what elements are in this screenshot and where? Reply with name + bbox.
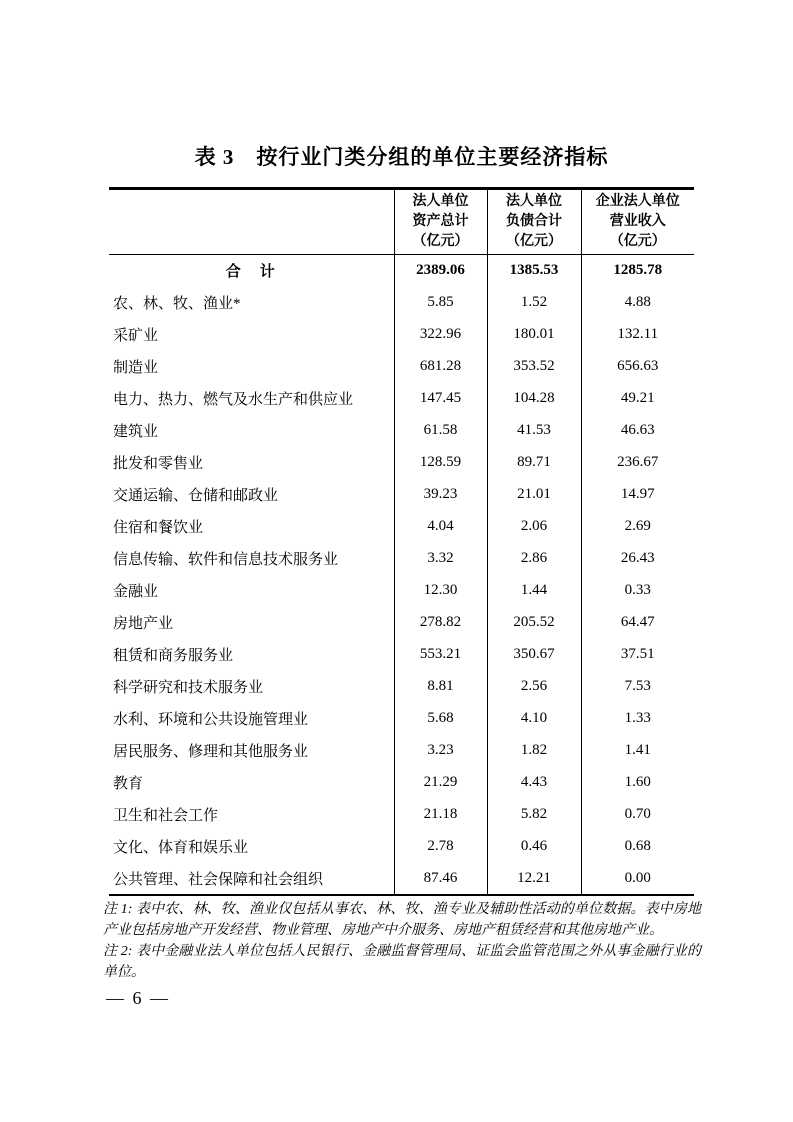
row-label: 电力、热力、燃气及水生产和供应业 <box>113 392 354 408</box>
row-label: 建筑业 <box>113 424 159 440</box>
row-value: 0.68 <box>581 831 694 863</box>
table-row <box>109 447 694 479</box>
row-value: 3.32 <box>394 543 487 575</box>
header-col-liabilities <box>487 189 581 255</box>
row-value: 3.23 <box>394 735 487 767</box>
row-value: 681.28 <box>394 351 487 383</box>
table-row <box>109 575 694 607</box>
table-row <box>109 415 694 447</box>
row-value: 5.82 <box>487 799 581 831</box>
row-value: 8.81 <box>394 671 487 703</box>
header-line: 法人单位 <box>412 194 469 209</box>
table-total-row <box>109 255 694 287</box>
row-value: 2.69 <box>581 511 694 543</box>
table-row <box>109 639 694 671</box>
header-stub-cell <box>109 189 394 255</box>
row-value: 49.21 <box>581 383 694 415</box>
table-row <box>109 287 694 319</box>
row-value: 1385.53 <box>487 255 581 287</box>
table-row <box>109 607 694 639</box>
row-value: 4.04 <box>394 511 487 543</box>
row-value: 26.43 <box>581 543 694 575</box>
row-label: 合 计 <box>225 264 277 281</box>
row-value: 2.56 <box>487 671 581 703</box>
table-header-row <box>109 189 694 255</box>
row-value: 2389.06 <box>394 255 487 287</box>
table-row <box>109 831 694 863</box>
row-value: 2.78 <box>394 831 487 863</box>
row-label: 租赁和商务服务业 <box>113 648 234 664</box>
header-col-assets <box>394 189 487 255</box>
row-value: 553.21 <box>394 639 487 671</box>
row-value: 1.44 <box>487 575 581 607</box>
header-line: 法人单位 <box>506 194 562 209</box>
table-notes <box>103 899 701 983</box>
row-label: 卫生和社会工作 <box>113 808 219 824</box>
row-value: 1.82 <box>487 735 581 767</box>
row-label: 房地产业 <box>113 616 174 632</box>
table-row <box>109 543 694 575</box>
row-value: 7.53 <box>581 671 694 703</box>
table-row <box>109 383 694 415</box>
row-value: 37.51 <box>581 639 694 671</box>
row-value: 1.33 <box>581 703 694 735</box>
row-label: 交通运输、仓储和邮政业 <box>113 488 279 504</box>
header-col-revenue <box>581 189 694 255</box>
header-line: （亿元） <box>506 234 562 249</box>
row-label: 教育 <box>113 776 144 792</box>
row-value: 656.63 <box>581 351 694 383</box>
header-line: 资产总计 <box>412 214 469 229</box>
row-value: 1.60 <box>581 767 694 799</box>
table-row <box>109 319 694 351</box>
row-label: 信息传输、软件和信息技术服务业 <box>113 552 339 568</box>
row-value: 0.70 <box>581 799 694 831</box>
row-value: 89.71 <box>487 447 581 479</box>
row-value: 353.52 <box>487 351 581 383</box>
note-2: 注 2: 表中金融业法人单位包括人民银行、金融监督管理局、证监会监管范围之外从事金融行业的单位。 <box>103 944 701 980</box>
table-row <box>109 479 694 511</box>
row-label: 批发和零售业 <box>113 456 204 472</box>
row-value: 4.88 <box>581 287 694 319</box>
table-row <box>109 671 694 703</box>
page-number: — 6 — <box>106 988 170 1008</box>
row-value: 205.52 <box>487 607 581 639</box>
row-label: 采矿业 <box>113 328 159 344</box>
row-value: 350.67 <box>487 639 581 671</box>
row-value: 64.47 <box>581 607 694 639</box>
row-label: 住宿和餐饮业 <box>113 520 204 536</box>
row-value: 1.52 <box>487 287 581 319</box>
header-line: 企业法人单位 <box>595 194 680 209</box>
row-label: 公共管理、社会保障和社会组织 <box>113 871 324 888</box>
table-row <box>109 863 694 895</box>
row-value: 2.06 <box>487 511 581 543</box>
header-line: 负债合计 <box>506 214 562 229</box>
row-value: 87.46 <box>394 863 487 895</box>
row-value: 0.00 <box>581 863 694 895</box>
row-value: 147.45 <box>394 383 487 415</box>
note-1: 注 1: 表中农、林、牧、渔业仅包括从事农、林、牧、渔专业及辅助性活动的单位数据。表中房地产业包括房地产开发经营、物业管理、房地产中介服务、房地产租赁经营和其他房地产业。 <box>103 902 701 938</box>
row-label: 水利、环境和公共设施管理业 <box>113 712 309 728</box>
economic-indicators-table <box>109 187 694 896</box>
row-label: 制造业 <box>113 360 159 376</box>
row-label: 农、林、牧、渔业* <box>113 296 241 312</box>
row-value: 132.11 <box>581 319 694 351</box>
table-row <box>109 351 694 383</box>
table-title: 表 3 按行业门类分组的单位主要经济指标 <box>194 145 609 169</box>
row-value: 128.59 <box>394 447 487 479</box>
header-line: 营业收入 <box>609 214 666 229</box>
row-value: 4.43 <box>487 767 581 799</box>
row-value: 12.30 <box>394 575 487 607</box>
table-row <box>109 735 694 767</box>
row-value: 1285.78 <box>581 255 694 287</box>
row-value: 21.29 <box>394 767 487 799</box>
row-value: 4.10 <box>487 703 581 735</box>
row-value: 5.68 <box>394 703 487 735</box>
row-value: 61.58 <box>394 415 487 447</box>
row-value: 0.33 <box>581 575 694 607</box>
row-value: 41.53 <box>487 415 581 447</box>
row-value: 39.23 <box>394 479 487 511</box>
row-value: 14.97 <box>581 479 694 511</box>
table-row <box>109 799 694 831</box>
table-row <box>109 767 694 799</box>
row-label: 金融业 <box>113 584 159 600</box>
row-value: 1.41 <box>581 735 694 767</box>
row-value: 104.28 <box>487 383 581 415</box>
row-value: 21.18 <box>394 799 487 831</box>
row-value: 12.21 <box>487 863 581 895</box>
row-value: 21.01 <box>487 479 581 511</box>
row-value: 5.85 <box>394 287 487 319</box>
row-value: 2.86 <box>487 543 581 575</box>
row-value: 180.01 <box>487 319 581 351</box>
row-value: 236.67 <box>581 447 694 479</box>
row-label: 居民服务、修理和其他服务业 <box>113 744 309 760</box>
table-row <box>109 511 694 543</box>
table-row <box>109 703 694 735</box>
row-label: 科学研究和技术服务业 <box>113 680 264 696</box>
row-value: 46.63 <box>581 415 694 447</box>
header-line: （亿元） <box>609 234 666 249</box>
row-value: 0.46 <box>487 831 581 863</box>
row-value: 278.82 <box>394 607 487 639</box>
row-label: 文化、体育和娱乐业 <box>113 840 249 856</box>
header-line: （亿元） <box>412 234 469 249</box>
row-value: 322.96 <box>394 319 487 351</box>
